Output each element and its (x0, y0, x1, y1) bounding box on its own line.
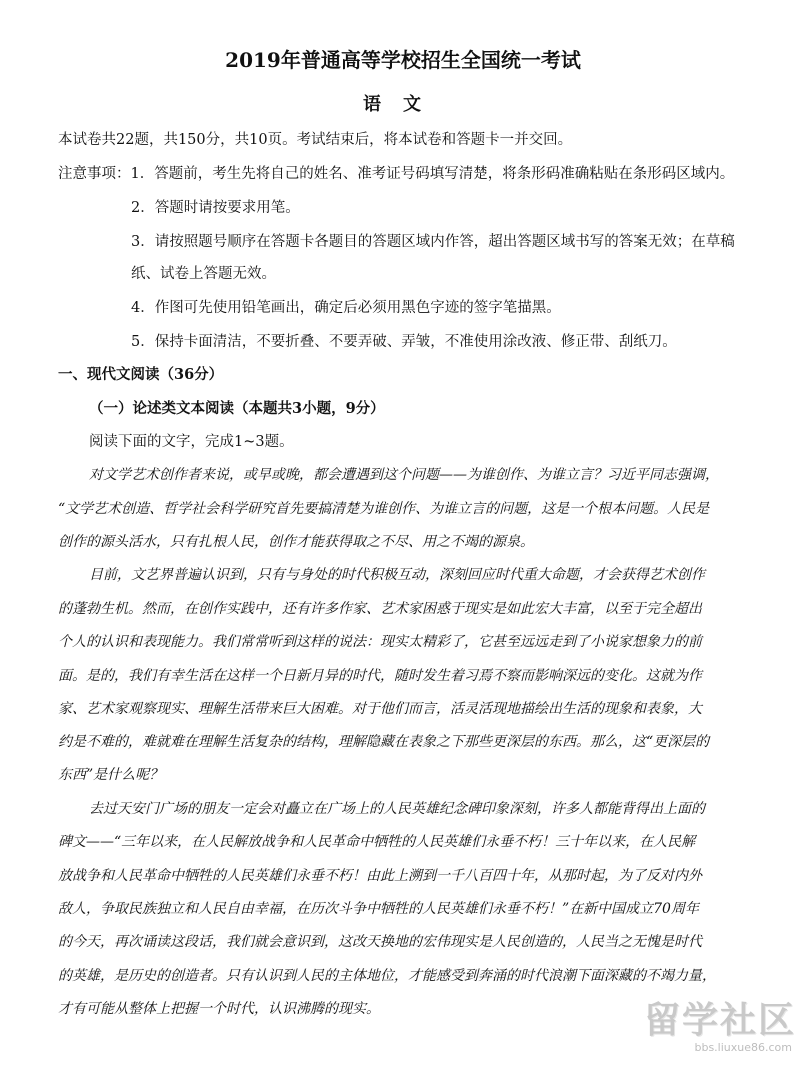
text-line: 的英雄，是历史的创造者。只有认识到人民的主体地位，才能感受到奔涌的时代浪潮下面深藏的不竭力量， (58, 968, 716, 984)
watermark-logo (636, 992, 796, 1054)
text-line: 3．请按照题号顺序在答题卡各题目的答题区域内作答，超出答题区域书写的答案无效；在草稿 (131, 234, 735, 250)
text-line: 阅读下面的文字，完成1~3题。 (89, 434, 294, 450)
text-line: 纸、试卷上答题无效。 (131, 266, 276, 282)
text-line: “文学艺术创造、哲学社会科学研究首先要搞清楚为谁创作、为谁立言的问题，这是一个根本问题。人民是 (58, 501, 710, 517)
watermark-brand: 留学社区 (643, 1000, 796, 1041)
text-line: 的今天，再次诵读这段话，我们就会意识到，这改天换地的宏伟现实是人民创造的，人民当之无愧是时代 (58, 934, 702, 950)
text-line: 对文学艺术创作者来说，或早或晚，都会遭遇到这个问题——为谁创作、为谁立言？习近平同志强调， (89, 467, 719, 483)
text-line: 碑文——“三年以来，在人民解放战争和人民革命中牺牲的人民英雄们永垂不朽！三十年以来，在人民解 (58, 834, 696, 850)
text-line: 才有可能从整体上把握一个时代，认识沸腾的现实。 (58, 1001, 380, 1017)
text-line: 创作的源头活水，只有扎根人民，创作才能获得取之不尽、用之不竭的源泉。 (58, 534, 534, 550)
text-line: 5．保持卡面清洁，不要折叠、不要弄破、弄皱，不准使用涂改液、修正带、刮纸刀。 (131, 334, 677, 350)
text-line: 的蓬勃生机。然而，在创作实践中，还有许多作家、艺术家困惑于现实是如此宏大丰富，以至于完全超出 (58, 601, 702, 617)
text-line: 去过天安门广场的朋友一定会对矗立在广场上的人民英雄纪念碑印象深刻，许多人都能背得出上面的 (89, 801, 705, 817)
text-line: 2．答题时请按要求用笔。 (131, 200, 300, 216)
text-line: 目前，文艺界普遍认识到，只有与身处的时代积极互动，深刻回应时代重大命题，才会获得艺术创作 (89, 567, 705, 583)
text-line: 注意事项：1．答题前，考生先将自己的姓名、准考证号码填写清楚，将条形码准确粘贴在条形码区域内。 (58, 166, 735, 182)
text-line: 本试卷共22题，共150分，共10页。考试结束后，将本试卷和答题卡一并交回。 (58, 132, 573, 148)
text-line: 个人的认识和表现能力。我们常常听到这样的说法：现实太精彩了，它甚至远远走到了小说家想象力的前 (58, 634, 702, 650)
text-line: 面。是的，我们有幸生活在这样一个日新月异的时代，随时发生着习焉不察而影响深远的变化。这就为作 (58, 668, 702, 684)
text-line: （一）论述类文本阅读（本题共3小题，9分） (89, 400, 385, 417)
text-line: 4．作图可先使用铅笔画出，确定后必须用黑色字迹的签字笔描黑。 (131, 300, 561, 316)
exam-title: 2019年普通高等学校招生全国统一考试 (225, 48, 581, 72)
text-line: 约是不难的，难就难在理解生活复杂的结构，理解隐藏在表象之下那些更深层的东西。那么，这“更深层的 (58, 734, 710, 750)
text-line: 家、艺术家观察现实、理解生活带来巨大困难。对于他们而言，活灵活现地描绘出生活的现象和表象，大 (58, 701, 702, 717)
subject-heading: 语文 (363, 94, 443, 115)
text-line: 敌人，争取民族独立和人民自由幸福，在历次斗争中牺牲的人民英雄们永垂不朽！”在新中国成立70周年 (58, 901, 699, 917)
text-line: 东西”是什么呢？ (58, 767, 164, 783)
watermark-url: bbs.liuxue86.com (694, 1041, 792, 1054)
text-line: 一、现代文阅读（36分） (58, 366, 224, 383)
text-line: 放战争和人民革命中牺牲的人民英雄们永垂不朽！由此上溯到一千八百四十年，从那时起，为了反对内外 (58, 868, 702, 884)
